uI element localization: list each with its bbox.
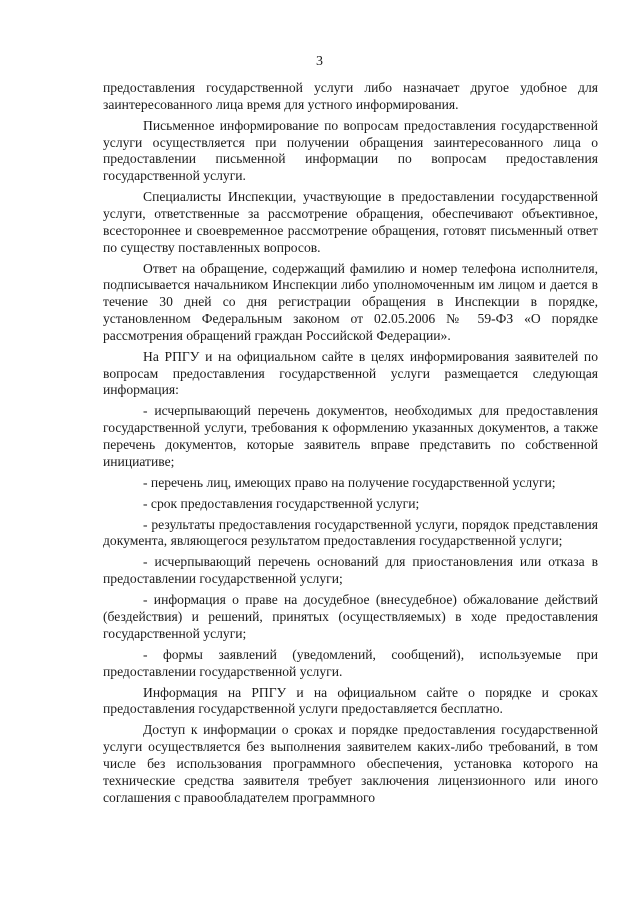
paragraph-response: Ответ на обращение, содержащий фамилию и номер телефона исполнителя, подписывается начальником Инспекции либо уполномоченным им лицом и дается в течение 30 дней со дня регистрации обращения в Инспекции в порядке, установленном Федеральным законом от 02.05.2006 № 59-ФЗ «О порядке рассмотрения обращений граждан Российской Федерации».: [103, 260, 598, 343]
paragraph-written-informing: Письменное информирование по вопросам предоставления государственной услуги осуществляется при получении обращения заинтересованного лица о предоставлении письменной информации по вопросам предоставления государственной услуги.: [103, 117, 598, 184]
paragraph-continuation: предоставления государственной услуги либо назначает другое удобное для заинтересованного лица время для устного информирования.: [103, 80, 598, 112]
paragraph-rpgu-info: На РПГУ и на официальном сайте в целях информирования заявителей по вопросам предоставления государственной услуги размещается следующая информация:: [103, 348, 598, 398]
list-item-service-term: - срок предоставления государственной услуги;: [143, 495, 420, 511]
document-body: [103, 80, 598, 806]
list-item-eligible-persons: - перечень лиц, имеющих право на получение государственной услуги;: [143, 474, 556, 490]
paragraph-free-info: Информация на РПГУ и на официальном сайте о порядке и сроках предоставления государственной услуги предоставляется бесплатно.: [103, 684, 598, 717]
list-item-forms: - формы заявлений (уведомлений, сообщений), используемые при предоставлении государственной услуги.: [103, 646, 598, 679]
page-number: 3: [316, 54, 323, 69]
paragraph-specialists: Специалисты Инспекции, участвующие в предоставлении государственной услуги, ответственные за рассмотрение обращения, обеспечивают объективное, всестороннее и своевременное рассмотрение обращения, готовят письменный ответ по существу поставленных вопросов.: [103, 189, 598, 255]
list-item-results: - результаты предоставления государственной услуги, порядок представления документа, являющегося результатом предоставления государственной услуги;: [103, 516, 598, 549]
list-item-refusal-grounds: - исчерпывающий перечень оснований для приостановления или отказа в предоставлении государственной услуги;: [103, 554, 598, 587]
list-item-documents: - исчерпывающий перечень документов, необходимых для предоставления государственной услуги, требования к оформлению указанных документов, а также перечень документов, которые заявитель вправе представить по собственной инициативе;: [103, 403, 598, 469]
paragraph-access: Доступ к информации о сроках и порядке предоставления государственной услуги осуществляется без выполнения заявителем каких-либо требований, в том числе без использования программного обеспечения, установка которого на технические средства заявителя требует заключения лицензионного или иного соглашения с правообладателем программного: [103, 722, 598, 805]
list-item-appeal-right: - информация о праве на досудебное (внесудебное) обжалование действий (бездействия) и решений, принятых (осуществляемых) в ходе предоставления государственной услуги;: [103, 592, 598, 641]
